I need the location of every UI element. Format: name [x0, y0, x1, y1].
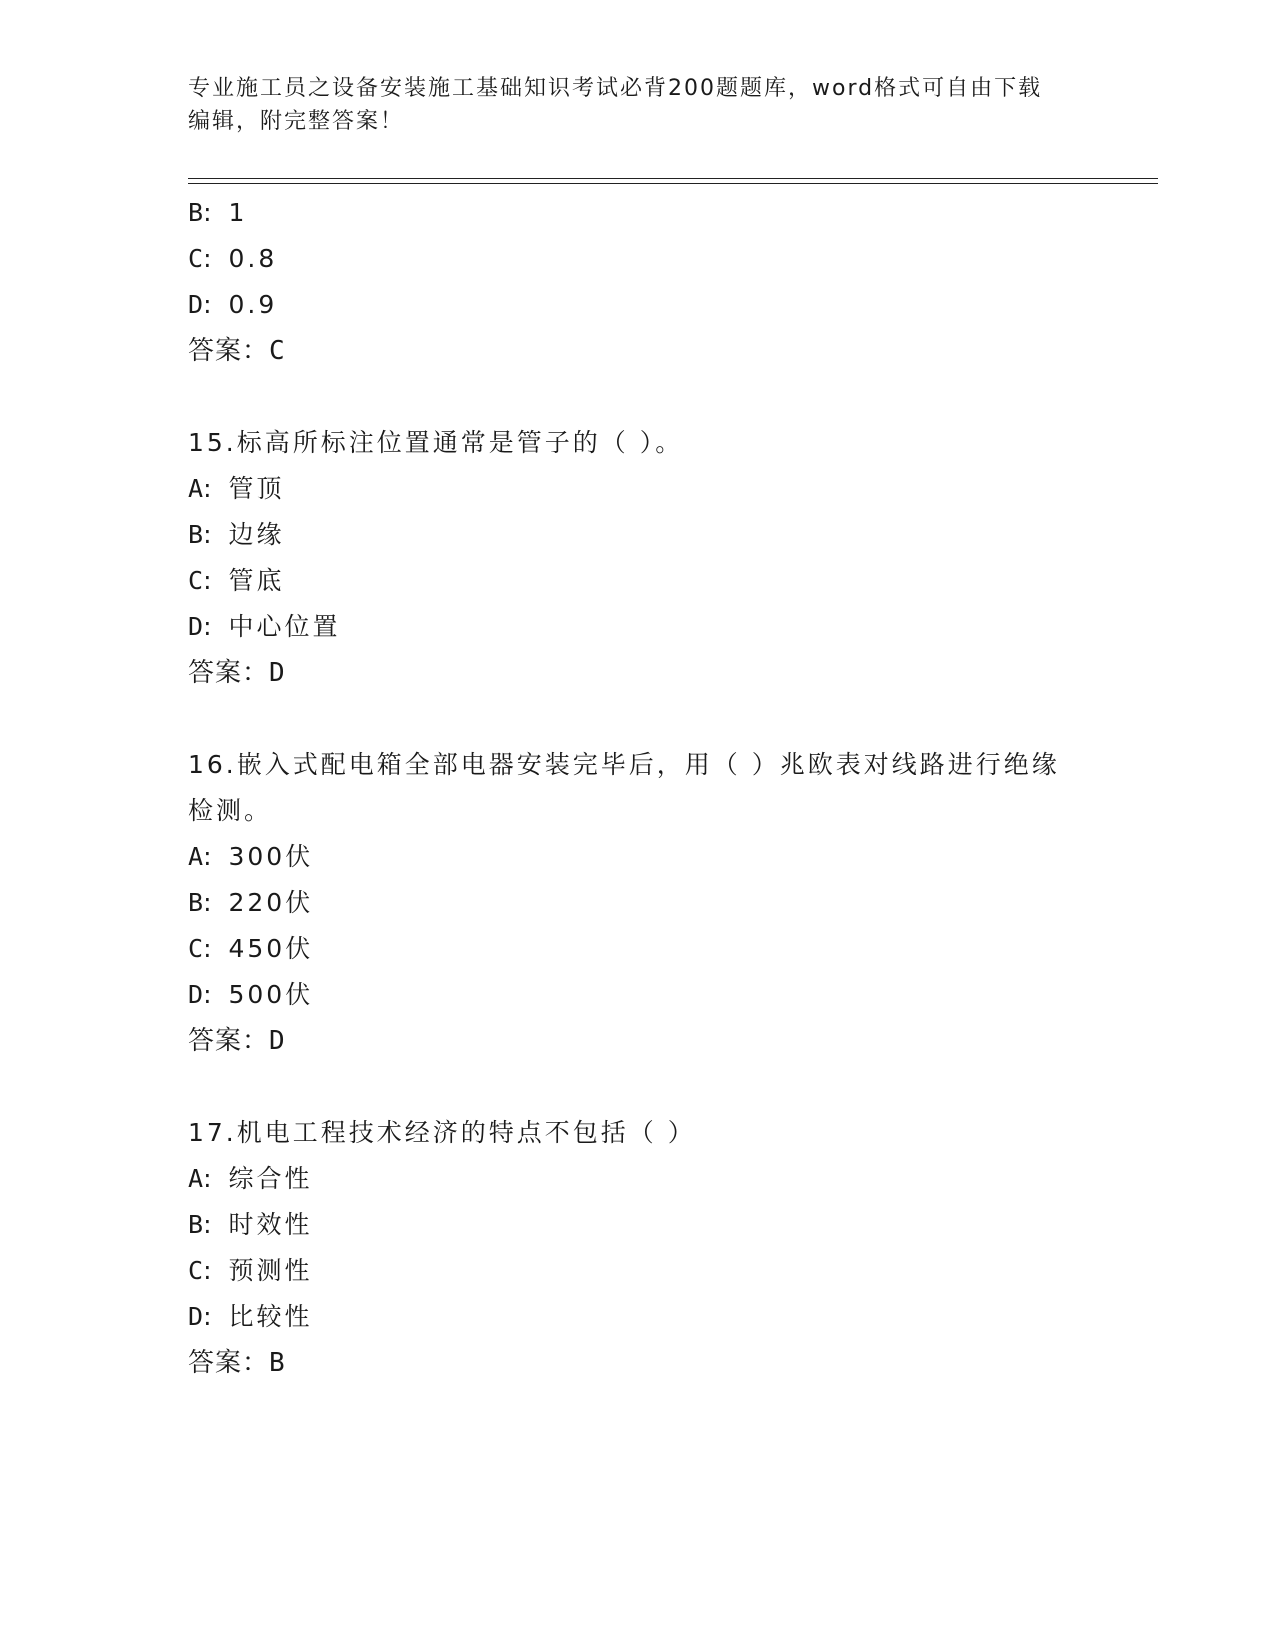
answer-line [188, 328, 1108, 374]
answer-value: D [269, 1026, 286, 1056]
option-d: D: 比较性 [188, 1302, 313, 1331]
question-17 [188, 1110, 1108, 1386]
header-title-line-2: 编辑，附完整答案！ [188, 109, 405, 134]
question-15 [188, 420, 1108, 696]
answer-label: 答案： [188, 1348, 270, 1378]
question-stem: 17.机电工程技术经济的特点不包括（ ） [188, 1118, 696, 1147]
option-c: C: 450伏 [188, 934, 314, 963]
answer-value: B [269, 1348, 286, 1378]
answer-label: 答案： [188, 658, 270, 688]
question-14 [188, 190, 1108, 374]
question-16 [188, 742, 1108, 1064]
answer-line [188, 1018, 1108, 1064]
document-header [188, 72, 1088, 138]
option-a: A: 综合性 [188, 1164, 313, 1193]
answer-label: 答案： [188, 1026, 270, 1056]
answer-line [188, 650, 1108, 696]
option-a: A: 管顶 [188, 474, 285, 503]
option-d: D: 0.9 [188, 290, 278, 319]
answer-line [188, 1340, 1108, 1386]
option-b: B: 220伏 [188, 888, 314, 917]
header-divider-bottom [188, 183, 1158, 184]
option-b: B: 1 [188, 198, 248, 227]
header-title-line-1: 专业施工员之设备安装施工基础知识考试必背200题题库，word格式可自由下载 [188, 76, 1043, 101]
question-list [188, 190, 1108, 1386]
question-stem: 15.标高所标注位置通常是管子的（ ）。 [188, 428, 684, 457]
answer-label: 答案： [188, 336, 270, 366]
header-divider-top [188, 178, 1158, 179]
answer-value: C [269, 336, 286, 366]
option-b: B: 时效性 [188, 1210, 313, 1239]
answer-value: D [269, 658, 286, 688]
question-stem: 16.嵌入式配电箱全部电器安装完毕后，用（ ）兆欧表对线路进行绝缘检测。 [188, 750, 1060, 825]
option-b: B: 边缘 [188, 520, 285, 549]
option-d: D: 500伏 [188, 980, 314, 1009]
option-d: D: 中心位置 [188, 612, 341, 641]
option-c: C: 管底 [188, 566, 285, 595]
option-a: A: 300伏 [188, 842, 314, 871]
option-c: C: 预测性 [188, 1256, 313, 1285]
option-c: C: 0.8 [188, 244, 278, 273]
